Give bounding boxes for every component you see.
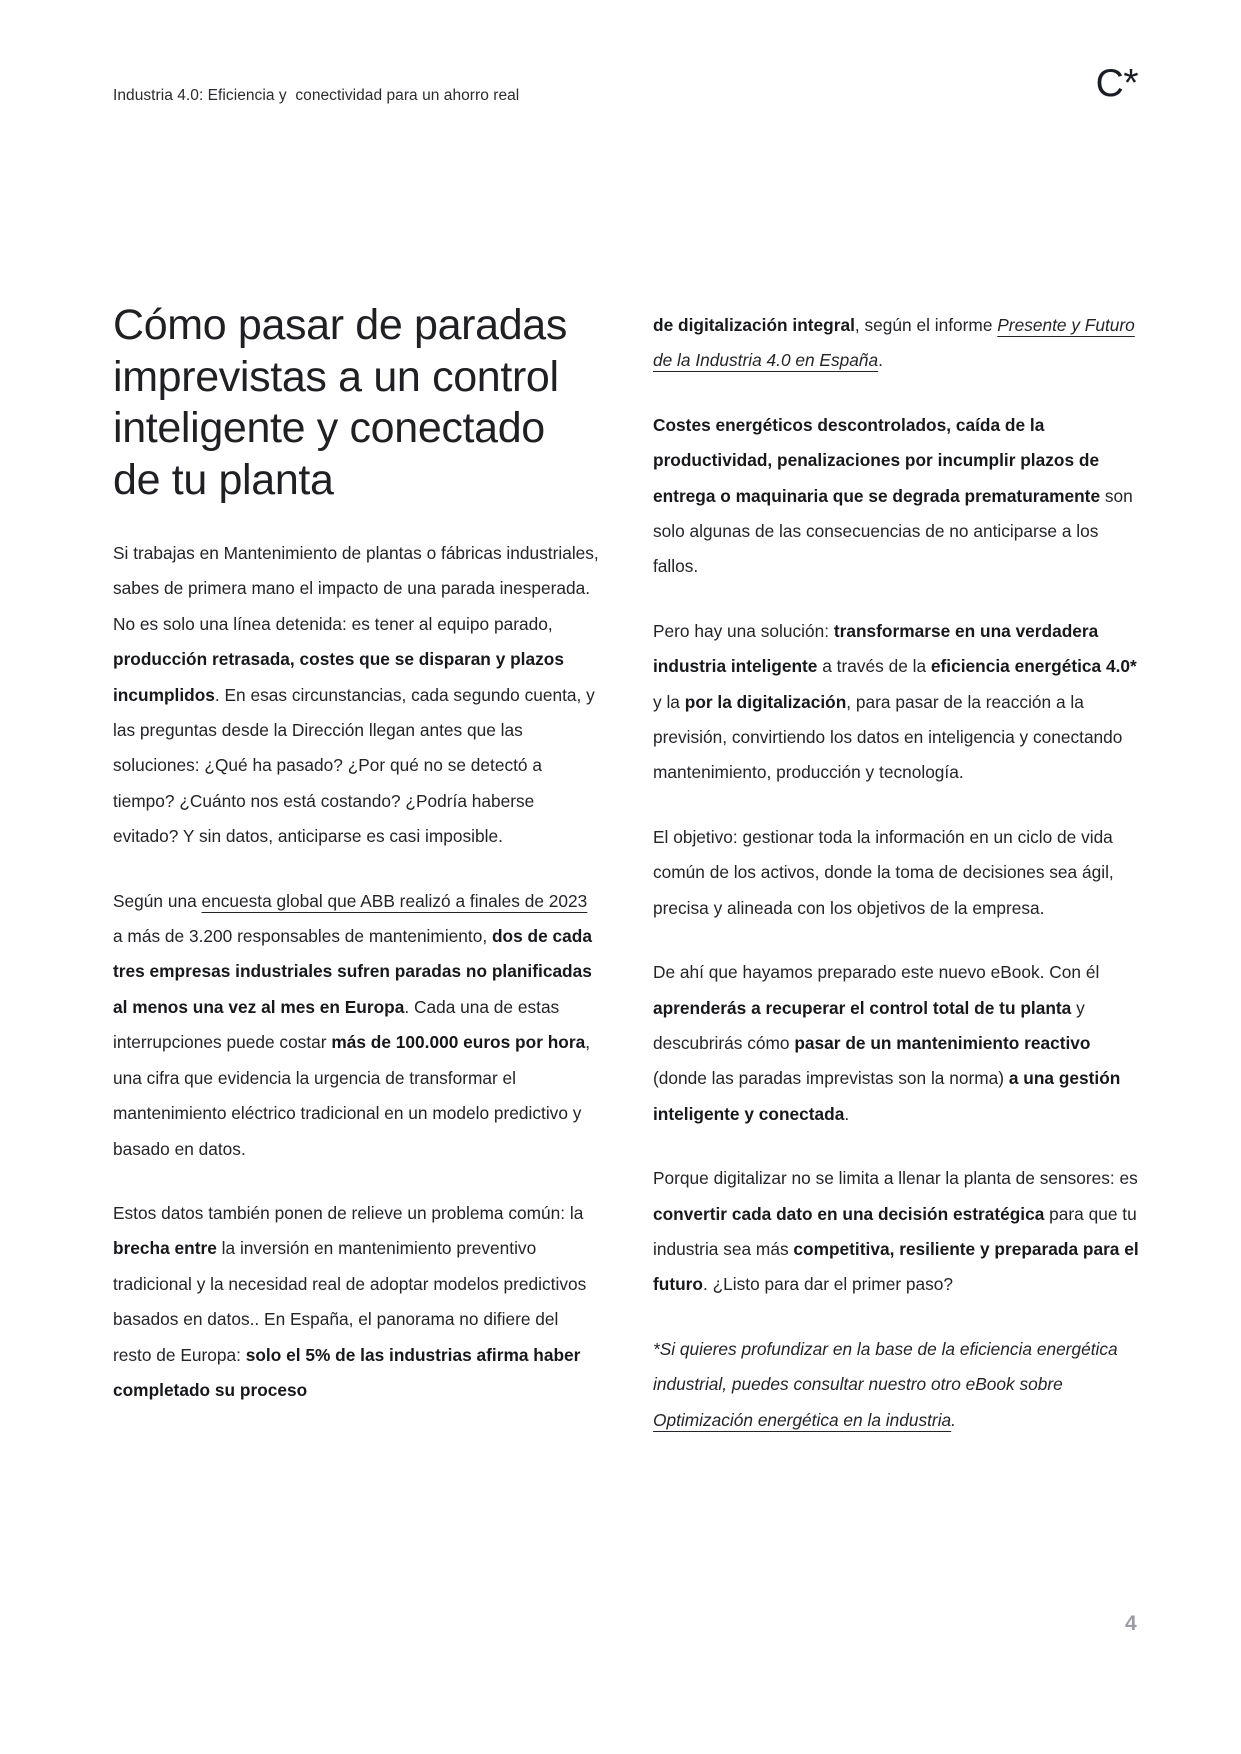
article-columns xyxy=(113,300,1141,1438)
page-number: 4 xyxy=(1125,1612,1137,1635)
text-run: Según una xyxy=(113,890,202,911)
link-abb-survey[interactable]: encuesta global que ABB realizó a finales de 2023 xyxy=(201,890,588,911)
text-run: De ahí que hayamos preparado este nuevo eBook. Con él xyxy=(653,962,1100,983)
right-column xyxy=(653,300,1140,1438)
paragraph-solution xyxy=(653,614,1140,791)
bold-run: pasar de un mantenimiento reactivo xyxy=(794,1032,1091,1053)
text-run: . En esas circunstancias, cada segundo cuenta, y las preguntas desde la Dirección llegan antes que las soluciones: ¿Qué ha pasado? ¿Por qué no se detectó a tiempo? ¿Cuánto nos está costando? ¿Podría haberse evitado? Y sin datos, anticiparse es casi imposible. xyxy=(113,684,595,847)
bold-run: producción retrasada, costes que se disparan y plazos incumplidos xyxy=(113,649,564,705)
text-run: . xyxy=(951,1409,956,1430)
text-run: Pero hay una solución: xyxy=(653,620,834,641)
bold-run: brecha entre xyxy=(113,1238,217,1259)
bold-run: Costes energéticos descontrolados, caída de la productividad, penalizaciones por incumplir plazos de entrega o maquinaria que se degrada prematuramente xyxy=(653,414,1101,506)
paragraph-report-reference xyxy=(653,308,1140,379)
paragraph-digitalization xyxy=(653,1161,1140,1303)
text-run: *Si quieres profundizar en la base de la eficiencia energética industrial, puedes consultar nuestro otro eBook sobre xyxy=(653,1338,1118,1395)
brand-logo: C* xyxy=(1095,62,1138,105)
bold-run: a una gestión inteligente y conectada xyxy=(653,1068,1121,1124)
text-run: a más de 3.200 responsables de mantenimiento, xyxy=(113,926,492,947)
paragraph-intro xyxy=(113,536,600,855)
left-column xyxy=(113,300,600,1438)
text-run: (donde las paradas imprevistas son la norma) xyxy=(653,1068,1009,1089)
running-header-title: Industria 4.0: Eficiencia y conectividad para un ahorro real xyxy=(113,87,520,104)
bold-run: aprenderás a recuperar el control total de tu planta xyxy=(653,997,1072,1018)
page-title: Cómo pasar de paradas imprevistas a un control inteligente y conectado de tu planta xyxy=(113,301,567,504)
link-optimizacion-energetica[interactable]: Optimización energética en la industria xyxy=(653,1409,952,1430)
bold-run: de digitalización integral xyxy=(653,315,855,335)
text-run: son solo algunas de las consecuencias de no anticiparse a los fallos. xyxy=(653,485,1133,577)
text-run: . xyxy=(844,1103,850,1124)
text-run: , para pasar de la reacción a la previsión, convirtiendo los datos en inteligencia y conectando mantenimiento, producción y tecnología. xyxy=(653,691,1123,783)
text-run: para que tu industria sea más xyxy=(653,1203,1137,1259)
bold-run: competitiva, resiliente y preparada para el futuro xyxy=(653,1238,1139,1295)
text-run: El objetivo: gestionar toda la información en un ciclo de vida común de los activos, donde la toma de decisiones sea ágil, precisa y alineada con los objetivos de la empresa. xyxy=(653,826,1114,918)
text-run: , una cifra que evidencia la urgencia de transformar el mantenimiento eléctrico tradicional en un modelo predictivo y basado en datos. xyxy=(113,1032,591,1159)
text-run: Si trabajas en Mantenimiento de plantas o fábricas industriales, sabes de primera mano el impacto de una parada inesperada. No es solo una línea detenida: es tener al equipo parado, xyxy=(113,543,599,634)
page-header xyxy=(113,62,1138,120)
text-run: y descubrirás cómo xyxy=(653,997,1085,1053)
text-run: la inversión en mantenimiento preventivo tradicional y la necesidad real de adoptar modelos predictivos basados en datos.. En España, el panorama no difiere del resto de Europa: xyxy=(113,1238,587,1365)
text-run: . xyxy=(878,350,883,371)
text-run: y la xyxy=(653,691,685,712)
paragraph-consequences xyxy=(653,408,1140,585)
bold-run: por la digitalización xyxy=(684,691,847,712)
paragraph-objective xyxy=(653,820,1140,926)
bold-run: más de 100.000 euros por hora xyxy=(331,1032,586,1053)
paragraph-investment-gap xyxy=(113,1196,600,1408)
bold-run: dos de cada tres empresas industriales sufren paradas no planificadas al menos una vez al mes en Europa xyxy=(113,926,592,1017)
text-run: . Cada una de estas interrupciones puede costar xyxy=(113,996,560,1053)
paragraph-abb-survey xyxy=(113,884,600,1167)
bold-run: convertir cada dato en una decisión estratégica xyxy=(653,1203,1045,1224)
text-run: a través de la xyxy=(817,656,931,677)
paragraph-footnote xyxy=(653,1332,1140,1438)
text-run: , según el informe xyxy=(854,315,998,335)
text-run: Porque digitalizar no se limita a llenar la planta de sensores: es xyxy=(653,1168,1138,1189)
bold-run: transformarse en una verdadera industria inteligente xyxy=(653,620,1099,677)
text-run: . ¿Listo para dar el primer paso? xyxy=(702,1274,954,1295)
link-report-presente-futuro[interactable]: Presente y Futuro de la Industria 4.0 en España xyxy=(653,315,1135,371)
bold-run: solo el 5% de las industrias afirma haber completado su proceso xyxy=(113,1344,581,1400)
text-run: Estos datos también ponen de relieve un problema común: la xyxy=(113,1202,584,1223)
paragraph-ebook xyxy=(653,955,1140,1132)
bold-run: eficiencia energética 4.0* xyxy=(930,656,1137,677)
